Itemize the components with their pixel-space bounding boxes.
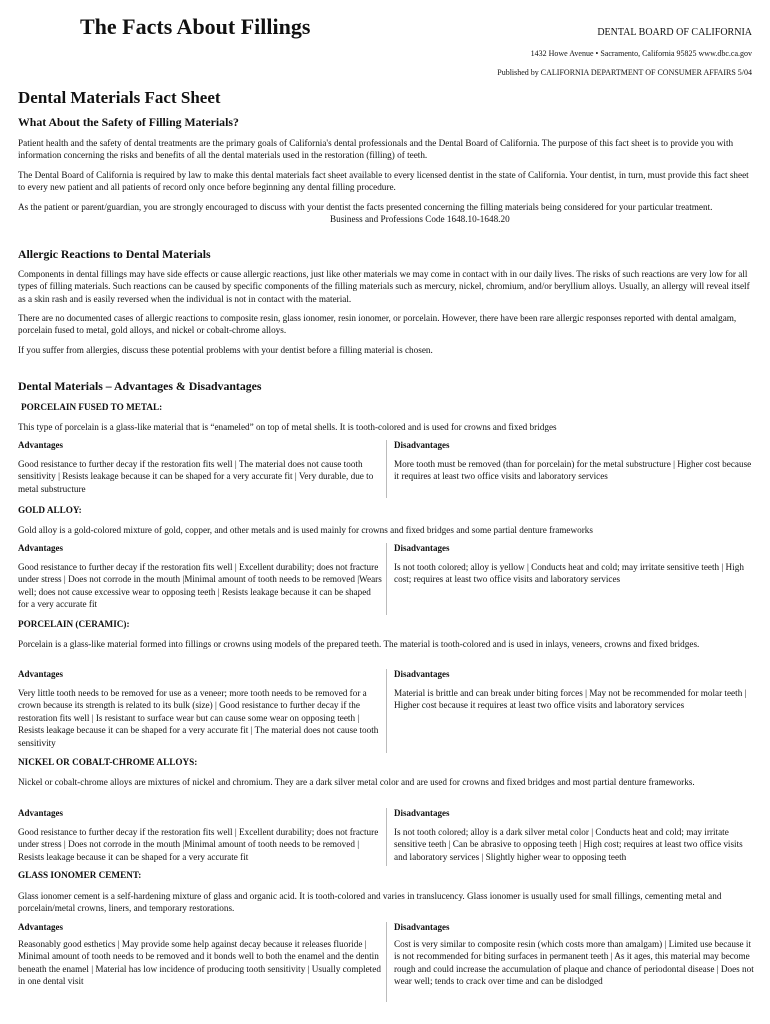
advantages-text-glass-ionomer: Reasonably good esthetics | May provide some help against decay because it releases fluoride | Minimal amount of tooth needs to be removed and it bonds well to both the enamel and the dentin beneath the enamel | Material has low incidence of producing tooth sensitivity | Usually completed in one dental visit bbox=[18, 939, 381, 987]
materials-heading: Dental Materials – Advantages & Disadvantages bbox=[18, 379, 262, 393]
material-name-glass-ionomer: GLASS IONOMER CEMENT: bbox=[18, 870, 142, 880]
disadvantages-header: Disadvantages bbox=[394, 922, 450, 932]
disadvantages-header: Disadvantages bbox=[394, 808, 450, 818]
material-table-gold bbox=[18, 543, 754, 615]
advantages-text-pfm: Good resistance to further decay if the restoration fits well | The material does not cause tooth sensitivity | Resists leakage because it can be shaped for a very accurate fit | Very durable, due to metal substructure bbox=[18, 459, 374, 494]
material-table-porcelain bbox=[18, 669, 754, 753]
material-name-gold: GOLD ALLOY: bbox=[18, 505, 82, 515]
safety-paragraph-1: Patient health and the safety of dental treatments are the primary goals of California's dental professionals and the Dental Board of California. The purpose of this fact sheet is to provide you with information concerning the risks and benefits of all the dental materials used in the restoration (filling) of teeth. bbox=[18, 138, 734, 161]
advantages-text-gold: Good resistance to further decay if the restoration fits well | Excellent durability; does not fracture under stress | Does not corrode in the mouth |Minimal amount of tooth needs to be removed |Wears well; does not cause excessive wear to opposing teeth | Resists leakage because it can be shaped for a very accurate fit bbox=[18, 562, 382, 610]
allergy-heading: Allergic Reactions to Dental Materials bbox=[18, 247, 211, 261]
advantages-text-nickel: Good resistance to further decay if the restoration fits well | Excellent durability; does not fracture under stress | Does not corrode in the mouth |Minimal amount of tooth needs to be removed | Resists leakage because it can be shaped for a very accurate fit bbox=[18, 827, 379, 862]
material-desc-pfm: This type of porcelain is a glass-like material that is “enameled” on top of metal shells. It is tooth-colored and is used for crowns and fixed bridges bbox=[18, 422, 557, 432]
material-table-pfm bbox=[18, 440, 754, 498]
material-table-glass-ionomer bbox=[18, 922, 754, 1002]
advantages-text-porcelain: Very little tooth needs to be removed for use as a veneer; more tooth needs to be removed for a crown because its strength is related to its bulk (size) | Good resistance to further decay if the restoration fits well | Is resistant to surface wear but can cause some wear on opposing teeth | Resists leakage because it can be shaped for a very accurate fit | The material does not cause tooth sensitivity bbox=[18, 688, 379, 748]
advantages-header: Advantages bbox=[18, 669, 64, 679]
allergy-paragraph-3: If you suffer from allergies, discuss these potential problems with your dentist before a filling material is chosen. bbox=[18, 345, 433, 355]
material-desc-porcelain: Porcelain is a glass-like material formed into fillings or crowns using models of the prepared teeth. The material is tooth-colored and is used in inlays, veneers, crowns and fixed bridges. bbox=[18, 639, 700, 649]
material-desc-glass-ionomer: Glass ionomer cement is a self-hardening mixture of glass and organic acid. It is tooth-colored and varies in translucency. Glass ionomer is usually used for small fillings, cementing metal and porcelain/metal crowns, liners, and temporary restorations. bbox=[18, 891, 722, 914]
disadvantages-text-glass-ionomer: Cost is very similar to composite resin (which costs more than amalgam) | Limited use because it is not recommended for biting surfaces in permanent teeth | As it ages, this material may become rough and could increase the accumulation of plaque and chance of periodontal disease | Does not wear well; tends to crack over time and can be dislodged bbox=[394, 939, 754, 987]
safety-paragraph-3-block bbox=[18, 201, 754, 224]
safety-paragraph-2: The Dental Board of California is required by law to make this dental materials fact sheet available to every licensed dentist in the state of California. Your dentist, in turn, must provide this fact sheet to every new patient and all patients of record only once before beginning any dental filling procedure. bbox=[18, 170, 749, 193]
material-desc-nickel: Nickel or cobalt-chrome alloys are mixtures of nickel and chromium. They are a dark silver metal color and are used for crowns and fixed bridges and most partial denture frameworks. bbox=[18, 777, 695, 787]
page-title: The Facts About Fillings bbox=[80, 14, 311, 39]
disadvantages-header: Disadvantages bbox=[394, 669, 450, 679]
disadvantages-text-porcelain: Material is brittle and can break under biting forces | May not be recommended for molar teeth | Higher cost because it requires at least two office visits and laboratory services bbox=[394, 688, 747, 711]
publisher-line: Published by CALIFORNIA DEPARTMENT OF CONSUMER AFFAIRS 5/04 bbox=[497, 68, 752, 77]
table-divider bbox=[386, 543, 387, 615]
disadvantages-header: Disadvantages bbox=[394, 440, 450, 450]
advantages-header: Advantages bbox=[18, 543, 64, 553]
safety-paragraph-3: As the patient or parent/guardian, you are strongly encouraged to discuss with your dentist the facts presented concerning the filling materials being considered for your particular treatment. bbox=[18, 202, 713, 212]
material-name-pfm: PORCELAIN FUSED TO METAL: bbox=[21, 402, 163, 412]
advantages-header: Advantages bbox=[18, 922, 64, 932]
material-name-porcelain: PORCELAIN (CERAMIC): bbox=[18, 619, 130, 629]
disadvantages-text-pfm: More tooth must be removed (than for porcelain) for the metal substructure | Higher cost because it requires at least two office visits and laboratory services bbox=[394, 459, 752, 482]
table-divider bbox=[386, 808, 387, 866]
board-address: 1432 Howe Avenue • Sacramento, California 95825 www.dbc.ca.gov bbox=[530, 49, 752, 58]
table-divider bbox=[386, 669, 387, 753]
board-name: DENTAL BOARD OF CALIFORNIA bbox=[597, 27, 752, 38]
allergy-paragraph-2: There are no documented cases of allergic reactions to composite resin, glass ionomer, resin ionomer, or porcelain. However, there have been rare allergic responses reported with dental amalgam, porcelain fused to metal, gold alloys, and nickel or cobalt-chrome alloys. bbox=[18, 313, 737, 336]
safety-heading: What About the Safety of Filling Materials? bbox=[18, 115, 239, 129]
material-name-nickel: NICKEL OR COBALT-CHROME ALLOYS: bbox=[18, 757, 198, 767]
material-table-nickel bbox=[18, 808, 754, 866]
doc-title: Dental Materials Fact Sheet bbox=[18, 88, 221, 107]
advantages-header: Advantages bbox=[18, 440, 64, 450]
safety-code-citation: Business and Professions Code 1648.10-1648.20 bbox=[330, 214, 510, 224]
material-desc-gold: Gold alloy is a gold-colored mixture of gold, copper, and other metals and is used mainly for crowns and fixed bridges and some partial denture frameworks bbox=[18, 525, 593, 535]
allergy-paragraph-1: Components in dental fillings may have side effects or cause allergic reactions, just like other materials we may come in contact with in our daily lives. The risks of such reactions are very low for all types of filling materials. Such reactions can be caused by specific components of the filling materials such as mercury, nickel, chromium, and/or beryllium alloys. Usually, an allergy will reveal itself as a skin rash and is easily reversed when the individual is not in contact with the material. bbox=[18, 269, 750, 304]
table-divider bbox=[386, 440, 387, 498]
advantages-header: Advantages bbox=[18, 808, 64, 818]
disadvantages-text-nickel: Is not tooth colored; alloy is a dark silver metal color | Conducts heat and cold; may irritate sensitive teeth | Can be abrasive to opposing teeth | High cost; requires at least two office visits and laboratory services | Slightly higher wear to opposing teeth bbox=[394, 827, 743, 862]
disadvantages-text-gold: Is not tooth colored; alloy is yellow | Conducts heat and cold; may irritate sensitive teeth | High cost; requires at least two office visits and laboratory services bbox=[394, 562, 744, 585]
table-divider bbox=[386, 922, 387, 1002]
disadvantages-header: Disadvantages bbox=[394, 543, 450, 553]
